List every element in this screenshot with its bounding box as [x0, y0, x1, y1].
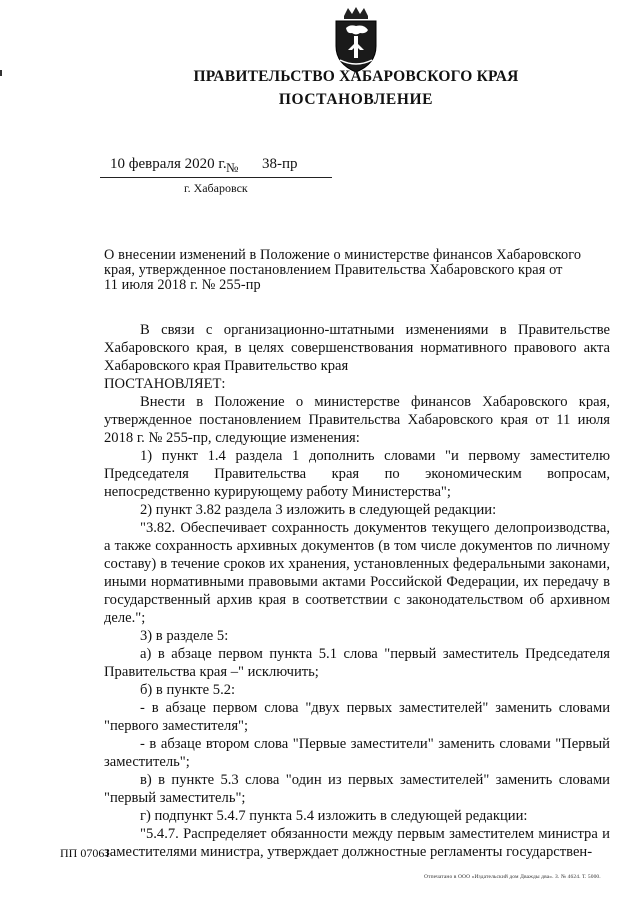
document-code: ПП 07061	[60, 846, 111, 860]
body-paragraph: 3) в разделе 5:	[140, 628, 229, 644]
document-city: г. Хабаровск	[184, 181, 248, 195]
subject-line: края, утвержденное постановлением Правительства Хабаровского края от	[104, 262, 563, 278]
body-paragraph: "5.4.7. Распределяет обязанности между первым заместителем министра и заместителями министра, утверждает должностные регламенты государствен-	[104, 826, 610, 860]
body-paragraph: 1) пункт 1.4 раздела 1 дополнить словами "и первому заместителю Председателя Правительства края по экономическим вопросам, непосредственно курирующему работу Министерства";	[104, 448, 610, 500]
document-subject	[104, 248, 620, 293]
document-type: ПОСТАНОВЛЕНИЕ	[278, 91, 434, 108]
body-paragraph: а) в абзаце первом пункта 5.1 слова "первый заместитель Председателя Правительства края –" исключить;	[104, 646, 610, 680]
document-number: 38-пр	[262, 156, 298, 172]
printer-imprint: Отпечатано в ООО «Издательский дом Дважды два». З. № 4624. Т. 5000.	[424, 874, 601, 880]
body-paragraph: 2) пункт 3.82 раздела 3 изложить в следующей редакции:	[140, 502, 497, 518]
resolves-heading: ПОСТАНОВЛЯЕТ:	[104, 376, 226, 392]
body-paragraph: в) в пункте 5.3 слова "один из первых заместителей" заменить словами "первый заместитель";	[104, 772, 610, 806]
government-name: ПРАВИТЕЛЬСТВО ХАБАРОВСКОГО КРАЯ	[193, 68, 519, 85]
date-underline	[100, 177, 332, 178]
document-date: 10 февраля 2020 г.	[110, 156, 227, 172]
khabarovsk-coat-of-arms-icon	[326, 6, 386, 74]
body-paragraph: б) в пункте 5.2:	[140, 682, 236, 698]
body-paragraph: - в абзаце втором слова "Первые заместители" заменить словами "Первый заместитель";	[104, 736, 610, 770]
subject-line: О внесении изменений в Положение о министерстве финансов Хабаровского	[104, 247, 582, 263]
intro-paragraph: В связи с организационно-штатными изменениями в Правительстве Хабаровского края, в целях совершенствования нормативного правового акта Хабаровского края Правительство края	[104, 322, 610, 374]
body-paragraph: г) подпункт 5.4.7 пункта 5.4 изложить в следующей редакции:	[140, 808, 528, 824]
body-paragraph: Внести в Положение о министерстве финансов Хабаровского края, утвержденное постановлением Правительства Хабаровского края от 11 июля 2018 г. № 255-пр, следующие изменения:	[104, 394, 610, 446]
body-paragraph: - в абзаце первом слова "двух первых заместителей" заменить словами "первого заместителя";	[104, 700, 610, 734]
number-sign: №	[226, 160, 239, 175]
body-paragraph: "3.82. Обеспечивает сохранность документов текущего делопроизводства, а также сохранность архивных документов (в том числе документов по личному составу) в течение сроков их хранения, установленных федеральными законами, иными нормативными правовыми актами Российской Федерации, их передачу в государственный архив края в соответствии с законодательством об архивном деле.";	[104, 520, 610, 626]
subject-line: 11 июля 2018 г. № 255-пр	[104, 277, 261, 293]
document-body	[104, 321, 610, 861]
